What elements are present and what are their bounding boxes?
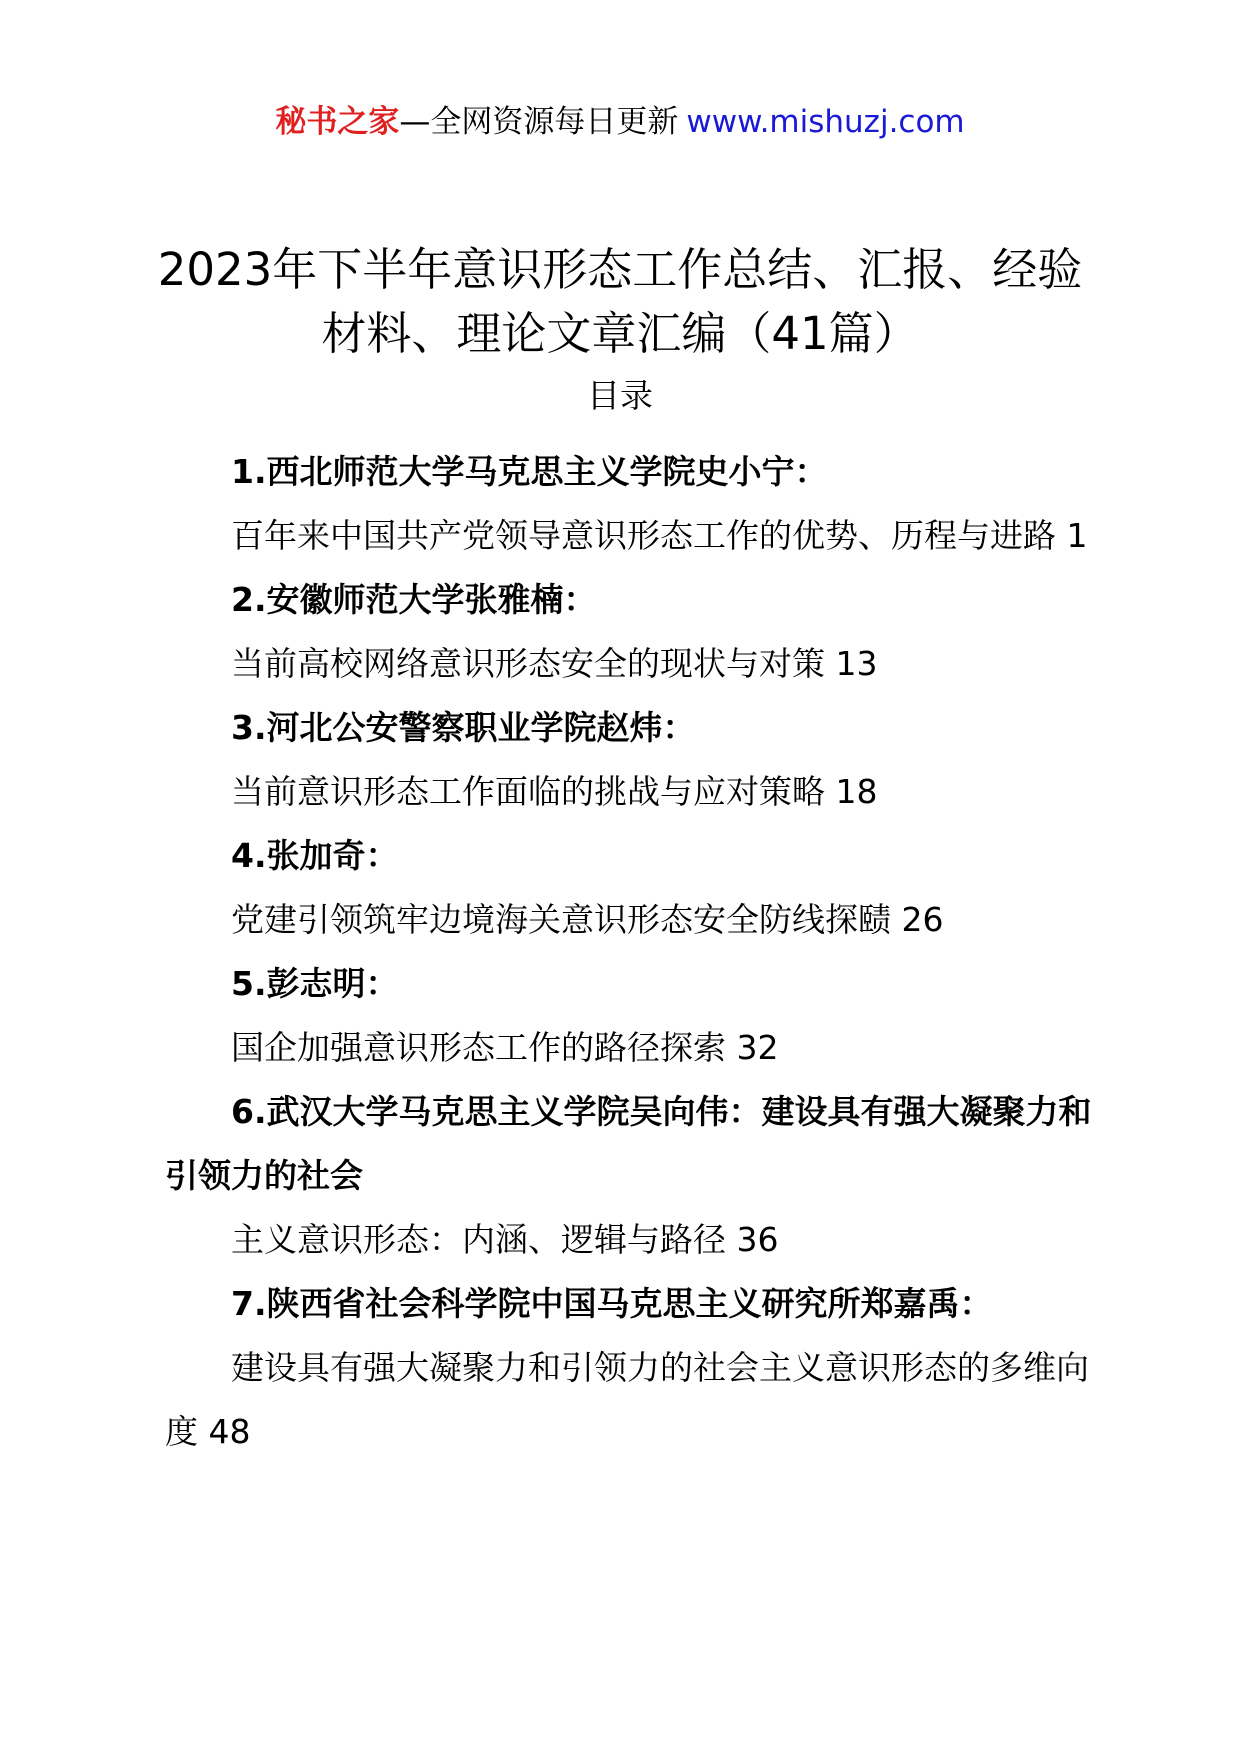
toc-entry-5-title: 国企加强意识形态工作的路径探索 32 — [231, 1028, 779, 1067]
toc-entry-3-author: 3.河北公安警察职业学院赵炜： — [231, 708, 696, 747]
toc-entry-6-title: 主义意识形态：内涵、逻辑与路径 36 — [231, 1220, 779, 1259]
document-title: 2023年下半年意识形态工作总结、汇报、经验材料、理论文章汇编（41篇） — [157, 243, 1083, 360]
toc-entry-1-title: 百年来中国共产党领导意识形态工作的优势、历程与进路 1 — [231, 516, 1088, 555]
toc-entry-5-author: 5.彭志明： — [231, 964, 399, 1003]
toc-entry-7-title: 建设具有强大凝聚力和引领力的社会主义意识形态的多维向度 48 — [165, 1348, 1089, 1451]
toc-entry-4-title: 党建引领筑牢边境海关意识形态安全防线探赜 26 — [231, 900, 944, 939]
header-tagline: —全网资源每日更新 — [399, 104, 679, 140]
toc-entry-4-author: 4.张加奇： — [231, 836, 399, 875]
toc-heading: 目录 — [587, 376, 653, 415]
table-of-contents — [165, 440, 1095, 1464]
toc-entry-2-author: 2.安徽师范大学张雅楠： — [231, 580, 597, 619]
toc-entry-3-title: 当前意识形态工作面临的挑战与应对策略 18 — [231, 772, 878, 811]
site-url[interactable]: www.mishuzj.com — [686, 104, 965, 140]
site-header — [0, 100, 1240, 144]
toc-entry-7-author: 7.陕西省社会科学院中国马克思主义研究所郑嘉禹： — [231, 1284, 993, 1323]
brand-name: 秘书之家 — [275, 104, 400, 140]
toc-entry-1-author: 1.西北师范大学马克思主义学院史小宁： — [231, 452, 828, 491]
toc-entry-6-author: 6.武汉大学马克思主义学院吴向伟：建设具有强大凝聚力和引领力的社会 — [165, 1092, 1092, 1195]
toc-entry-2-title: 当前高校网络意识形态安全的现状与对策 13 — [231, 644, 878, 683]
